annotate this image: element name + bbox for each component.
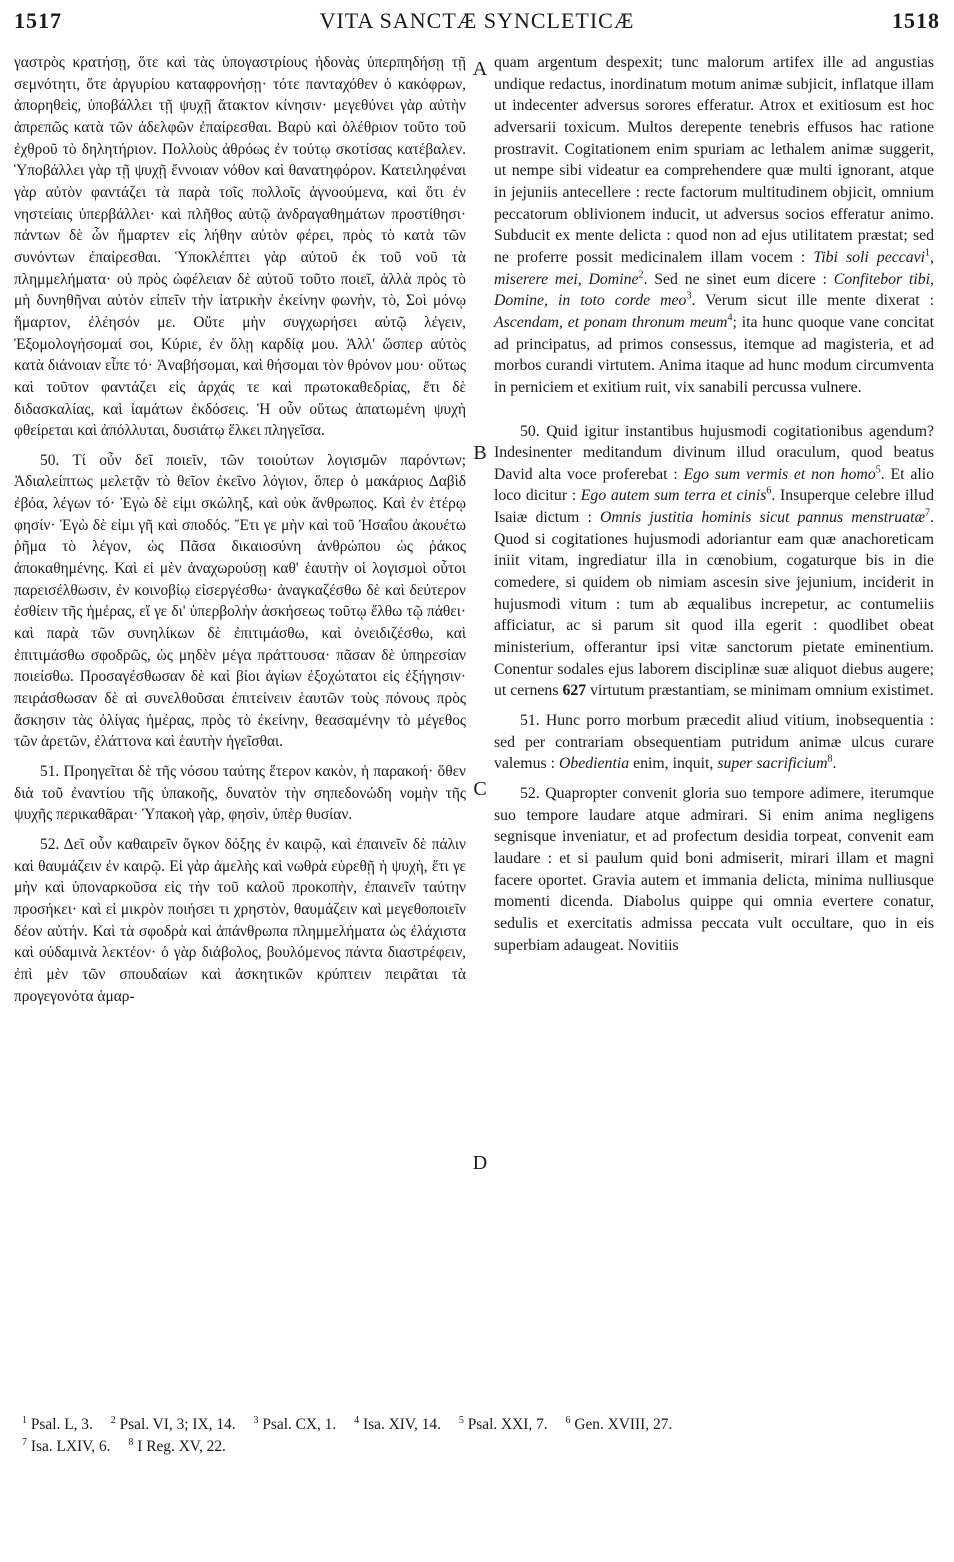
greek-paragraph-52: 52. Δεῖ οὖν καθαιρεῖν ὄγκον δόξης ἐν καιρῷ, καὶ ἐπαινεῖν δὲ πάλιν καὶ θαυμάζειν ἐν καιρῷ. Εἰ γὰρ ἀμελὴς καὶ νωθρὰ εὑρεθῇ ἡ ψυχὴ, ἔτι γε μὴν καὶ ὑποναρκοῦσα εἰς τὴν τοῦ καλοῦ προκοπὴν, ἐπαινεῖν ταύτην προσήκει· καὶ εἰ μικρὸν ποιήσει τι χρηστὸν, θαυμάζειν καὶ μεγεθοποιεῖν δέον αὐτήν. Καὶ τὰ σφοδρὰ καὶ ἀπάνθρωπα πλημμελήματα ὡς ἐλάχιστα καὶ οὐδαμινὰ λεκτέον· ὁ γὰρ διάβολος, βουλόμενος πάντα διαστρέφειν, ἐπὶ μὲν τῶν σπουδαίων καὶ ἀσκητικῶν κρύπτειν πειρᾶται τὰ προγεγονότα ἁμαρ-: [14, 835, 466, 1005]
quote-terra: Ego autem sum terra et cinis: [580, 487, 767, 505]
margin-mark-a: A: [472, 58, 488, 80]
footnote: $^7$ Isa. LXIV, 6.: [22, 1436, 111, 1455]
quote-sacrificium: super sacrificium: [717, 755, 828, 773]
greek-column: [14, 52, 466, 1007]
column-number: 627: [562, 682, 587, 700]
footnote: $^4$ Isa. XIV, 14.: [354, 1414, 441, 1433]
quote-vermis: Ego sum vermis et non homo: [683, 465, 876, 483]
margin-mark-d: D: [472, 1152, 488, 1174]
latin-paragraph-51: 51. Hunc porro morbum præcedit aliud vitium, inobsequentia : sed per contrariam obsequentiam putridum animæ ulcus curare valemus : Obedientia enim, inquit, super sacrificium$^8$.: [494, 712, 934, 773]
note-ref: 3: [686, 290, 692, 302]
note-ref: 8: [827, 754, 833, 766]
quote-miserere: miserere mei, Domine: [494, 270, 639, 288]
footnote-line-2: [22, 1436, 936, 1458]
note-ref: 6: [766, 486, 772, 498]
running-title: VITA SANCTÆ SYNCLETICÆ: [319, 8, 635, 33]
footnote: $^2$ Psal. VI, 3; IX, 14.: [110, 1414, 236, 1433]
note-ref: 7: [925, 507, 931, 519]
running-header: [14, 8, 940, 42]
latin-paragraph-continuation: quam argentum despexit; tunc malorum artifex ille ad angustias undique redactus, inordinatum motum animæ subjicit, inflatque illam ut indecenter adversus sorores efferatur. Atrox et exitiosum est hoc adversarii toxicum. Multos derepente tenebris effusos hac ratione prostravit. Cogitationem enim spuriam ac lethalem animæ suggerit, ut nempe sibi videatur ea comprehendere quæ multi ignorant, atque in jejuniis antecellere : recte factorum multitudinem objicit, omnium peccatorum oblivionem inducit, ut adversus socios efferatur animo. Subducit ex mente delicta : quod non ad ejus utilitatem præstat; sed ne proferre possit medicinalem illam vocem : Tibi soli peccavi$^1$, miserere mei, Domine$^2$. Sed ne sinet eum dicere : Confitebor tibi, Domine, in toto corde meo$^3$. Verum sicut ille mente dixerat : Ascendam, et ponam thronum meum$^4$; ita hunc quoque vane concitat ad principatus, ad primos consessus, itemque ad magisteria, et ad morbos curandi virtutem. Anima itaque ad hunc modum circumventa in perniciem et exitium ruit, vix sanabili percussa vulnere.: [494, 54, 934, 396]
quote-tibi-soli: Tibi soli peccavi: [813, 248, 926, 266]
greek-paragraph-50: 50. Τί οὖν δεῖ ποιεῖν, τῶν τοιούτων λογισμῶν παρόντων; Ἀδιαλείπτως μελετᾷν τὸ θεῖον ἐκεῖνο λόγιον, ὅπερ ὁ μακάριος Δαβὶδ ἐβόα, λέγων τό· Ἐγὼ δὲ εἰμι σκώληξ, καὶ οὐκ ἄνθρωπος. Καὶ ἐν ἑτέρῳ φησίν· Ἐγὼ δὲ εἰμι γῆ καὶ σποδός. Ἔτι γε μὴν καὶ τοῦ Ἡσαΐου ἀκουέτω ῥῆμα τὸ λέγον, ὡς Πᾶσα δικαιοσύνη ἀνθρώπου ὡς ῥάκος ἀποκαθημένης. Καὶ εἰ μὲν ἀναχωρούσῃ καθ' ἑαυτὴν οἱ λογισμοὶ οὗτοι παρεισέλθωσιν, ἐν κοινοβίῳ εἰσεργέσθω· ἀναγκαζέσθω δὲ καὶ δεύτερον ἐσθίειν τῆς ἡμέρας, εἴ γε δι' ὑπερβολὴν ἀσκήσεως τοῦτῳ ἔλθω τῷ πάθει· καὶ παρὰ τῶν συνηλίκων δὲ ἐπιτιμάσθω, καὶ ὀνειδιζέσθω, καὶ ἐπιτιμάσθω σφοδρῶς, ὡς μηδὲν μέγα πράττουσα· πᾶσαν δὲ ὑπηρεσίαν ποιείσθω. Προσαγέσθωσαν δὲ καὶ βίοι ἁγίων ἐξοχώτατοι εἰς ἐξήγησιν· πειράσθωσαν δὲ αἱ συνελθοῦσαι ἐπιτείνειν ἑαυτῶν τοὺς πόνους πρὸς ἄσκησιν τὰς ὀλίγας ἡμέρας, πρὸς τὸ ἐκείνην, θεασαμένην τὸ μέγεθος τῶν ἀρετῶν, ἐλάττονα καὶ ἑαυτὴν ἡγεῖσθαι.: [14, 451, 466, 751]
footnotes: [22, 1414, 936, 1458]
footnote: $^1$ Psal. L, 3.: [22, 1414, 93, 1433]
margin-mark-c: C: [473, 778, 487, 800]
quote-justitia: Omnis justitia hominis sicut pannus menstruatæ: [600, 509, 926, 527]
footnote: $^5$ Psal. XXI, 7.: [458, 1414, 548, 1433]
footnote-line-1: [22, 1414, 936, 1436]
greek-paragraph-continuation: γαστρὸς κρατήσῃ, ὅτε καὶ τὰς ὑπογαστρίους ἡδονὰς ὑπερπηδήσῃ τῇ σεμνότητι, ὅτε ἀργυρίου καταφρονήσῃ· τότε πανταχόθεν ὁ κακόφρων, ἀπορηθεὶς, ὑποβάλλει τῇ ψυχῇ ἄτακτον κίνησιν· μεγεθύνει γὰρ αὐτὴν ἀπρεπῶς κατὰ τῶν ἀδελφῶν ἐπαίρεσθαι. Βαρὺ καὶ ὀλέθριον τοῦτο τοῦ ἐχθροῦ τὸ δηλητήριον. Πολλοὺς ἀθρόως ἐν τούτῳ σκοτίσας κατέβαλεν. Ὑποβάλλει γὰρ τῇ ψυχῇ ἔννοιαν νόθον καὶ θανατηφόρον. Κατειληφέναι γὰρ αὐτὸν φαντάζει τὰ παρὰ τοῖς πολλοῖς ἀγνοούμενα, καὶ ὅτι ἐν νηστείαις ὑπερβάλλει· καὶ πλῆθος αὐτῷ ἀνδραγαθημάτων προστίθησι· πάντων δὲ ὧν ἥμαρτεν εἰς λήθην αὐτὸν φέρει, πρὸς τὸ κατὰ τῶν συνόντων ἐπαίρεσθαι. Ὑποκλέπτει γὰρ αὐτοῦ ἐκ τοῦ νοῦ τὰ πλημμελήματα· οὐ πρὸς ὠφέλειαν δὲ αὐτοῦ τοῦτο ποιεῖ, ἀλλὰ πρὸς τὸ μὴ δυνηθῆναι αὐτὸν εἰπεῖν τὴν ἰατρικὴν ἐκείνην φωνὴν, τὸ, Σοὶ μόνῳ ἥμαρτον, ἐλέησόν με. Οὔτε μὴν συγχωρήσει αὐτῷ λέγειν, Ἐξομολογήσομαί σοι, Κύριε, ἐν ὅλῃ καρδίᾳ μου. Ἀλλ' ὥσπερ αὐτὸς κατὰ διάνοιαν εἶπε τό· Ἀναβήσομαι, καὶ θήσομαι τὸν θρόνον μου· οὕτως καὶ τοῦτον φαντάζει εἰς ἀρχάς τε καὶ πρωτοκαθεδρίας, ἔτι δὲ διδασκαλίας, καὶ ἰαμάτων ἐκδόσεις. Ἡ οὖν οὕτως ἀπατωμένη ψυχὴ φθείρεται καὶ ἀπόλλυται, δυσιάτῳ ἕλκει πληγεῖσα.: [14, 54, 466, 440]
note-ref: 4: [727, 312, 733, 324]
note-ref: 2: [638, 269, 644, 281]
footnote: $^8$ I Reg. XV, 22.: [128, 1436, 226, 1455]
greek-paragraph-51: 51. Προηγεῖται δὲ τῆς νόσου ταύτης ἕτερον κακὸν, ἡ παρακοή· ὅθεν διὰ τοῦ ἐναντίου τῆς ὑπακοῆς, δυνατὸν τὴν σηπεδονώδη νομὴν τῆς ψυχῆς περικαθᾶραι· Ὑπακοὴ γὰρ, φησὶν, ὑπὲρ θυσίαν.: [14, 763, 466, 824]
latin-paragraph-52: 52. Quapropter convenit gloria suo tempore adimere, iterumque suo tempore laudare atque admirari. Si enim anima negligens segnisque inveniatur, et ad profectum desidia torpeat, convenit eam laudare : et si paulum quid boni admiserit, mirari illam et magni facere oportet. Gravia autem et immania delicta, minima nulliusque momenti dicenda. Diabolus quippe qui omnia evertere conatur, sedulis et exercitatis admissa peccata vult occultare, quo in eis superbiam adaugeat. Novitiis: [494, 785, 934, 954]
latin-paragraph-50: 50. Quid igitur instantibus hujusmodi cogitationibus agendum? Indesinenter meditandum divinum illud oraculum, quod beatus David alta voce proferebat : Ego sum vermis et non homo$^5$. Et alio loco dicitur : Ego autem sum terra et cinis$^6$. Insuperque celebre illud Isaiæ dictum : Omnis justitia hominis sicut pannus menstruatæ$^7$. Quod si cogitationes hujusmodi adoriantur eam quæ anachoreticam iniit vitam, ingrediatur illa in cœnobium, cogaturque bis in die comedere, si quidem ob nimiam ascesin sive jejunium, inciderit in hujusmodi vitum : tum ab æqualibus increpetur, ac contumeliis afficiatur, ac si parum sit quod illa egerit : quodlibet obeat ministerium, offerantur ipsi vitæ sanctorum pietate eminentium. Conentur sodales ejus laborem disciplinæ suæ aliquot diebus augere; ut cernens 627 virtutum præstantiam, se minimam omnium existimet.: [494, 422, 935, 700]
quote-ascendam: Ascendam, et ponam thronum meum: [494, 313, 728, 331]
page-number-left: 1517: [14, 8, 62, 33]
footnote-rule: [14, 1407, 940, 1408]
quote-obedientia: Obedientia: [558, 755, 630, 773]
footnote: $^6$ Gen. XVIII, 27.: [565, 1414, 673, 1433]
footnote: $^3$ Psal. CX, 1.: [253, 1414, 337, 1433]
note-ref: 5: [875, 464, 881, 476]
page-number-right: 1518: [892, 8, 940, 33]
latin-column: [494, 52, 934, 956]
note-ref: 1: [925, 247, 931, 259]
quote-confitebor: Confitebor tibi, Domine, in toto corde meo: [494, 270, 934, 310]
margin-mark-b: B: [473, 442, 487, 464]
